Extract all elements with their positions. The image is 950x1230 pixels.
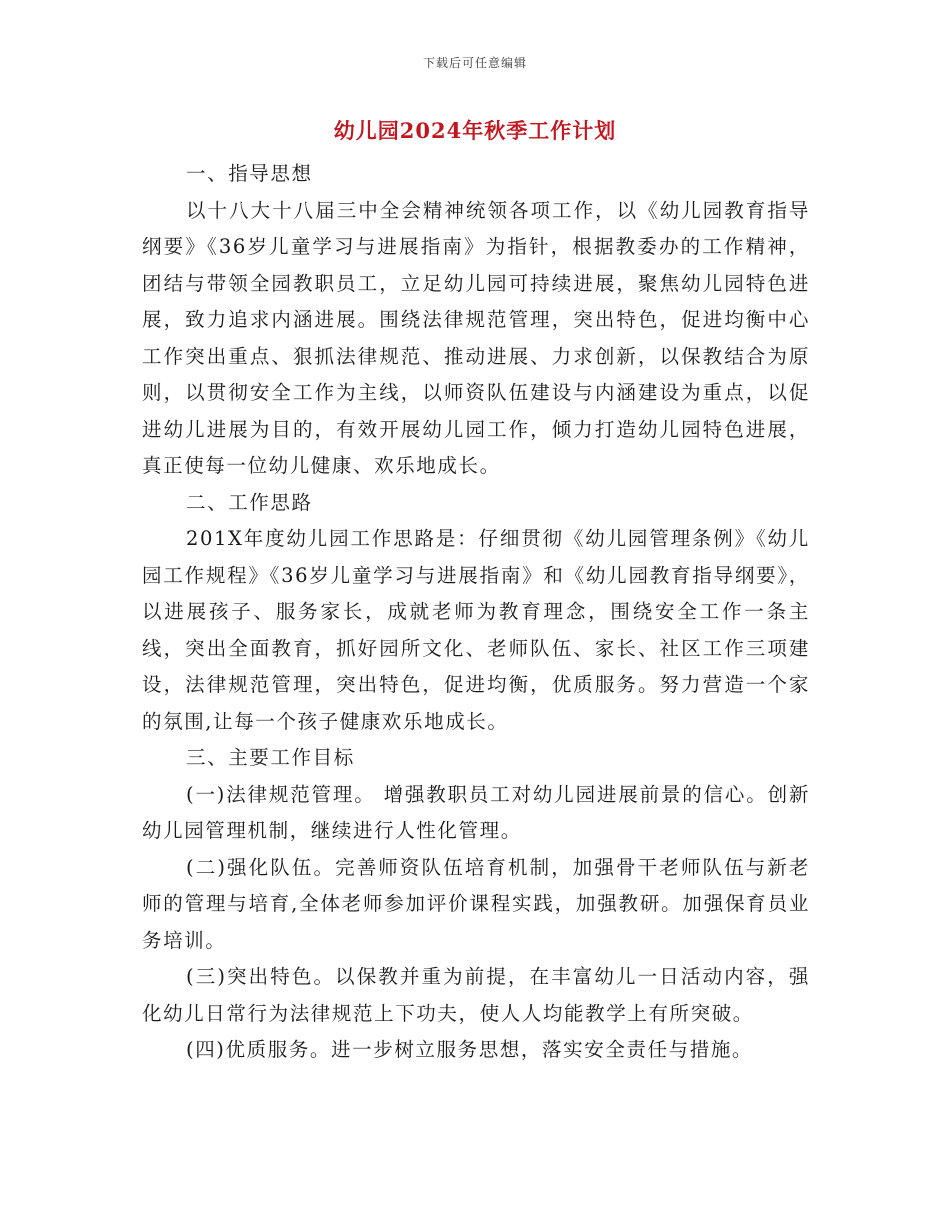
section-heading-guiding-ideology: 一、指导思想 bbox=[186, 162, 313, 185]
section-heading-work-approach: 二、工作思路 bbox=[186, 490, 313, 514]
paragraph: (二)强化队伍。完善师资队伍培育机制，加强骨干老师队伍与新老师的管理与培育,全体老师参加评价课程实践，加强教研。加强保育员业务培训。 bbox=[142, 855, 810, 952]
document-title: 幼儿园2024年秋季工作计划 bbox=[333, 118, 617, 143]
paragraph: 201X年度幼儿园工作思路是：仔细贯彻《幼儿园管理条例》《幼儿园工作规程》《36岁儿童学习与进展指南》和《幼儿园教育指导纲要》，以进展孩子、服务家长，成就老师为教育理念，围绕安全工作一条主线，突出全面教育，抓好园所文化、老师队伍、家长、社区工作三项建设，法律规范管理，突出特色，促进均衡，优质服务。努力营造一个家的氛围,让每一个孩子健康欢乐地成长。 bbox=[142, 527, 810, 733]
paragraph: (一)法律规范管理。 增强教职员工对幼儿园进展前景的信心。创新幼儿园管理机制，继续进行人性化管理。 bbox=[142, 782, 810, 842]
paragraph: (四)优质服务。进一步树立服务思想，落实安全责任与措施。 bbox=[186, 1038, 754, 1061]
section-heading-main-goals: 三、主要工作目标 bbox=[186, 746, 355, 769]
header-note: 下载后可任意编辑 bbox=[422, 56, 527, 70]
paragraph: 以十八大十八届三中全会精神统领各项工作，以《幼儿园教育指导纲要》《36岁儿童学习与进展指南》为指针，根据教委办的工作精神，团结与带领全园教职员工，立足幼儿园可持续进展，聚焦幼儿园特色进展，致力追求内涵进展。围绕法律规范管理，突出特色，促进均衡中心工作突出重点、狠抓法律规范、推动进展、力求创新，以保教结合为原则，以贯彻安全工作为主线，以师资队伍建设与内涵建设为重点，以促进幼儿进展为目的，有效开展幼儿园工作，倾力打造幼儿园特色进展，真正使每一位幼儿健康、欢乐地成长。 bbox=[142, 198, 810, 477]
paragraph: (三)突出特色。以保教并重为前提，在丰富幼儿一日活动内容，强化幼儿日常行为法律规范上下功夫，使人人均能教学上有所突破。 bbox=[142, 965, 810, 1025]
document-body bbox=[142, 156, 810, 1069]
